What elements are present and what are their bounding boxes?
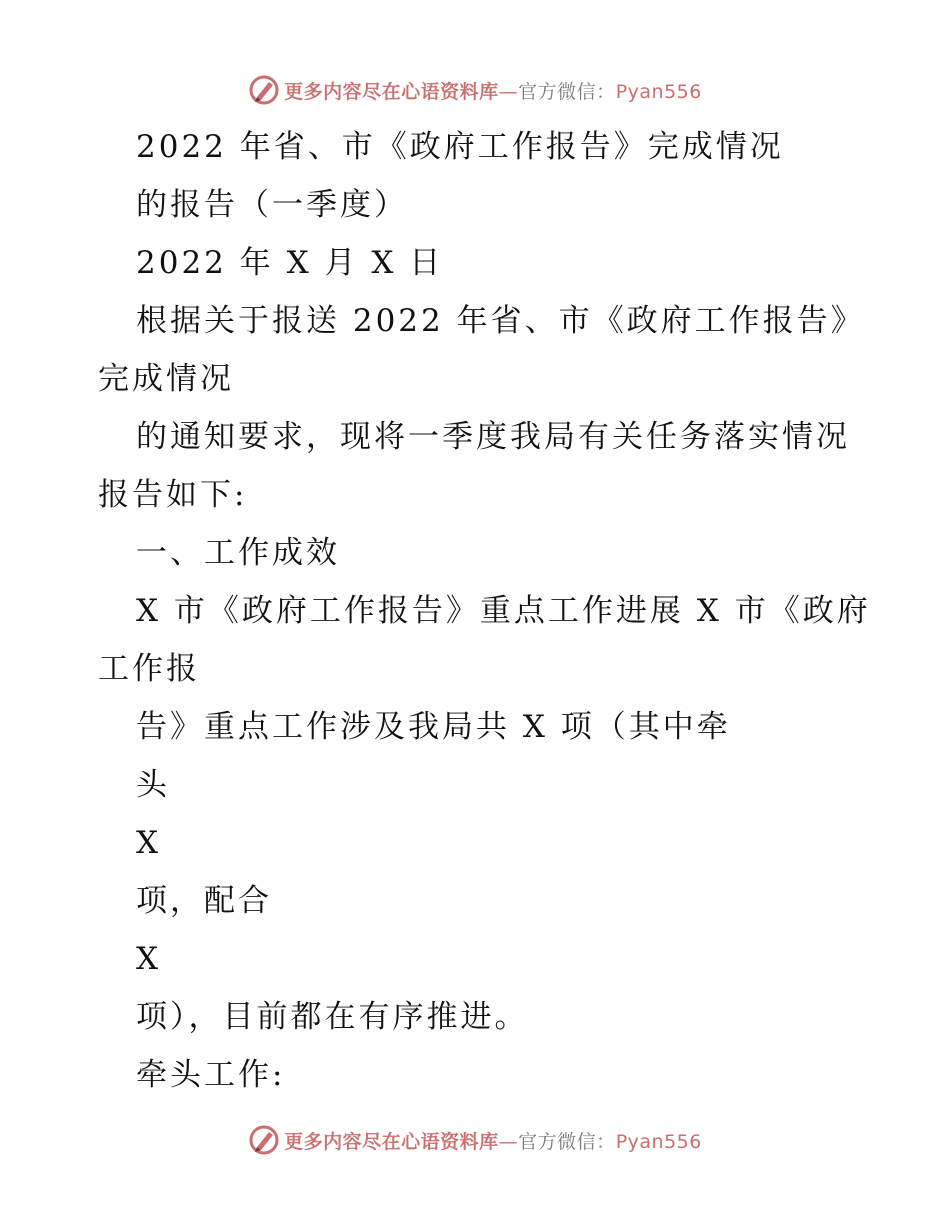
doc-date: 2022 年 X 月 X 日 — [136, 245, 444, 281]
banner-text — [284, 77, 702, 104]
footer-banner — [0, 1120, 950, 1160]
banner-wechat-id: Pyan556 — [615, 1130, 702, 1153]
banner-dash: — — [498, 80, 519, 103]
doc-paragraph-line: 头 — [136, 767, 170, 803]
pen-logo-icon — [248, 74, 280, 106]
banner-text — [284, 1127, 702, 1154]
document-body — [0, 118, 950, 1104]
banner-wechat-label: 官方微信： — [518, 1130, 616, 1153]
pen-logo-icon — [248, 1124, 280, 1156]
doc-paragraph-line: 告》重点工作涉及我局共 X 项（其中牵 — [136, 709, 731, 745]
doc-paragraph-line: 项，配合 — [136, 883, 272, 919]
banner-main-text: 更多内容尽在心语资料库 — [284, 1130, 499, 1153]
doc-paragraph-line: X — [136, 825, 162, 861]
banner-wechat-id: Pyan556 — [615, 80, 702, 103]
doc-title-line-1: 2022 年省、市《政府工作报告》完成情况 — [136, 129, 784, 165]
doc-subheading: 牵头工作: — [136, 1057, 286, 1093]
doc-paragraph-line: 的通知要求，现将一季度我局有关任务落实情况 — [136, 419, 850, 455]
doc-paragraph-line: 工作报 — [98, 651, 200, 687]
doc-paragraph-line: X — [136, 941, 162, 977]
banner-dash: — — [498, 1130, 519, 1153]
doc-paragraph-line: 完成情况 — [98, 361, 234, 397]
doc-title-line-2: 的报告（一季度） — [136, 187, 408, 223]
doc-paragraph-line: 报告如下: — [98, 477, 248, 513]
doc-section-heading: 一、工作成效 — [136, 535, 340, 571]
doc-paragraph-line: 根据关于报送 2022 年省、市《政府工作报告》 — [136, 303, 865, 339]
doc-paragraph-line: 项），目前都在有序推进。 — [136, 999, 529, 1035]
banner-main-text: 更多内容尽在心语资料库 — [284, 80, 499, 103]
header-banner — [0, 70, 950, 110]
doc-paragraph-line: X 市《政府工作报告》重点工作进展 X 市《政府 — [136, 593, 871, 629]
banner-wechat-label: 官方微信： — [518, 80, 616, 103]
